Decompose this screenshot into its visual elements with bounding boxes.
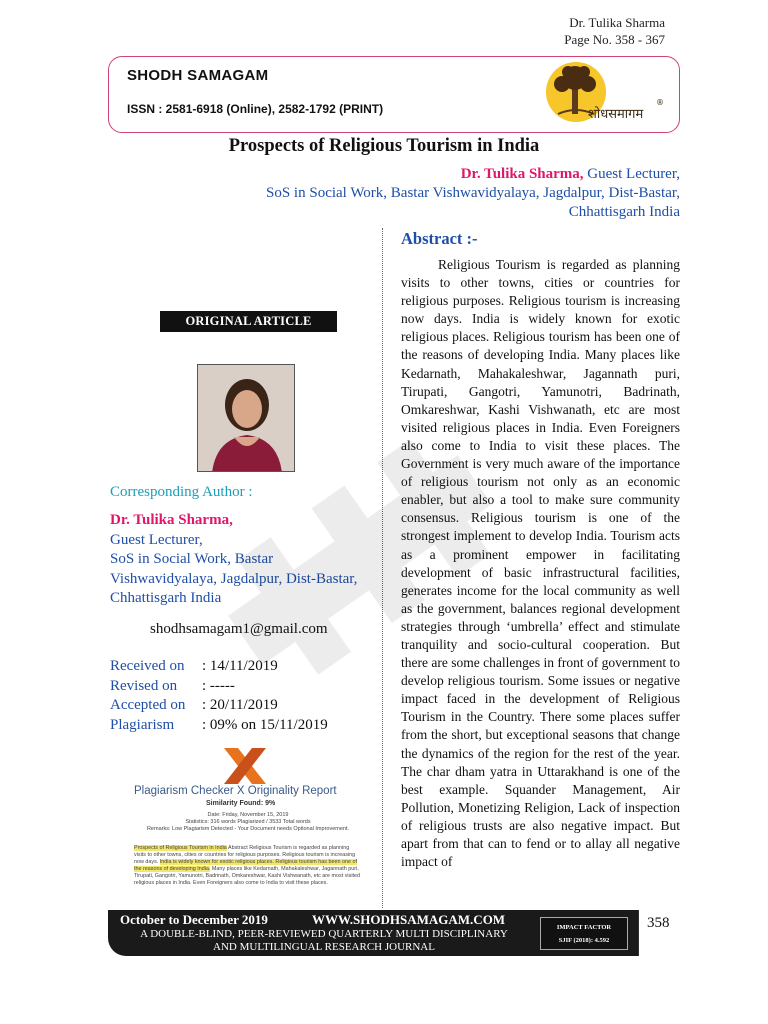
date-value: : 09% on 15/11/2019 — [202, 716, 328, 733]
author-affiliation — [266, 165, 680, 222]
author-portrait-icon — [198, 365, 295, 472]
plagiarism-meta — [134, 812, 362, 833]
corresponding-author-label: Corresponding Author : — [110, 484, 253, 500]
abstract-heading: Abstract :- — [401, 229, 478, 248]
impact-factor-box — [540, 917, 628, 950]
footer-desc-line-1: A DOUBLE-BLIND, PEER-REVIEWED QUARTERLY MULTI DISCIPLINARY — [140, 928, 508, 940]
author-name: Dr. Tulika Sharma, — [460, 166, 584, 182]
plagiarism-date: Date: Friday, November 15, 2019 — [207, 812, 289, 818]
affiliation-line-1: SoS in Social Work, Bastar Vishwavidyalaya, Jagdalpur, Dist-Bastar, — [266, 185, 680, 201]
corresponding-line-4: Chhattisgarh India — [110, 590, 222, 606]
corresponding-author-name: Dr. Tulika Sharma, — [110, 512, 233, 528]
author-line — [266, 165, 680, 184]
footer-website[interactable]: WWW.SHODHSAMAGAM.COM — [312, 912, 506, 927]
impact-factor-value: SJIF (2018): 4.592 — [558, 937, 610, 944]
date-label: Accepted on — [110, 697, 186, 713]
date-label: Received on — [110, 658, 185, 674]
footer-desc-line-2: AND MULTILINGUAL RESEARCH JOURNAL — [213, 941, 435, 953]
abstract-body: Religious Tourism is regarded as planning visits to other towns, cities or countries for religious purposes. Religious tourism is increasing now days. India is widely known for exotic religious places. Religious tourism has been one of the reasons of developing India. Many places like Kedarnath, Mahakaleshwar, Jagannath puri, Tirupati, Gangotri, Yamunotri, Badrinath, Omkareshwar, Kashi Vishwanath, etc are most visited religious places in India. Even Foreigners also come to India to visit these places. The Government is very much aware of the importance of religious tourism not only as an economic enabler, but also a tool to make sure community consensus. Religious tourism is one of the strongest implement to develop India. Tourism acts as a prominent empower in facilitating development of basic infrastructural facilities, generates income for the local community as well as the government, balances regional development strategies through ‘umbrella’ effect and stimulate tranquility and socio-cultural cooperation. But there are some challenges in front of government to develop religious tourism. Some issues or negative impact faced in the development of Religious Tourism in the Country. There some places suffer from the short, but exceptional seasons that change the dynamics of the region for the rest of the year. The char dham yatra in Uttarakhand is one of the best example. Squander Management, Air Pollution, Monetizing Religion, Lack of inspection of religious trusts are also negative impact. But apart from that can to fend or to allay all negative impact of — [401, 257, 680, 870]
plagiarism-excerpt — [134, 845, 362, 887]
footer-issue: October to December 2019 — [120, 912, 268, 927]
impact-factor-label: IMPACT FACTOR — [556, 924, 612, 931]
column-divider — [382, 228, 383, 908]
journal-issn: ISSN : 2581-6918 (Online), 2582-1792 (PRINT) — [127, 102, 384, 116]
corresponding-line-1: Guest Lecturer, — [110, 531, 203, 548]
journal-logo — [528, 58, 668, 128]
plagiarism-stats: Statistics: 316 words Plagiarized / 3533 Total words — [185, 819, 311, 825]
page-number: 358 — [647, 915, 670, 931]
corresponding-line-3: Vishwavidyalaya, Jagdalpur, Dist-Bastar, — [110, 570, 358, 587]
plagiarism-remarks: Remarks: Low Plagiarism Detected - Your Document needs Optional Improvement. — [146, 826, 350, 832]
original-article-badge: ORIGINAL ARTICLE — [160, 311, 337, 332]
article-title: Prospects of Religious Tourism in India — [228, 136, 540, 156]
header-page-range: Page No. 358 - 367 — [564, 32, 665, 47]
date-row-plagiarism — [110, 716, 328, 736]
date-row-revised — [110, 677, 328, 697]
date-label: Revised on — [110, 677, 178, 694]
plagiarism-similarity: Similarity Found: 9% — [206, 800, 276, 807]
plagiarism-x-logo-icon — [220, 746, 270, 786]
footer-description — [112, 928, 536, 954]
affiliation-line-2: Chhattisgarh India — [568, 204, 680, 220]
plagiarism-report — [128, 744, 368, 908]
date-row-accepted — [110, 696, 328, 716]
corresponding-email[interactable]: shodhsamagam1@gmail.com — [150, 621, 328, 637]
date-label: Plagiarism — [110, 716, 175, 733]
excerpt-text: Many places like Kedarnath, Mahakaleshwar, Jagannath puri, Tirupati, Gangotri, Yamunotri, Badrinath, Omkareshwar, Kashi Vishwanath, etc are most visited religious places in India. Even Foreigners also come to India to visit these places. — [134, 866, 361, 886]
excerpt-text: Abstract Religious Tourism is regarded as planning visits to other towns, cities or countries for religious purposes. Religious tourism is increasing now days. — [134, 845, 356, 865]
date-value: : 14/11/2019 — [202, 658, 278, 674]
header-author: Dr. Tulika Sharma — [569, 15, 665, 30]
logo-text: शोधसमागम — [588, 107, 644, 122]
date-value: : 20/11/2019 — [202, 697, 278, 713]
article-dates — [110, 657, 328, 735]
excerpt-highlight: India is widely known for exotic religious places. Religious tourism has been one of the reasons of developing India. — [134, 859, 357, 872]
journal-name: SHODH SAMAGAM — [127, 67, 269, 84]
excerpt-highlight: Prospects of Religious Tourism in India — [134, 845, 227, 851]
author-photo — [197, 364, 295, 472]
corresponding-line-2: SoS in Social Work, Bastar — [110, 551, 274, 567]
plagiarism-report-title: Plagiarism Checker X Originality Report — [134, 785, 337, 797]
corresponding-author-details — [110, 511, 357, 609]
logo-registered-mark: ® — [656, 98, 664, 107]
date-value: : ----- — [202, 677, 235, 694]
author-role: Guest Lecturer, — [583, 166, 680, 182]
date-row-received — [110, 657, 328, 677]
page-number-rule — [638, 910, 639, 956]
